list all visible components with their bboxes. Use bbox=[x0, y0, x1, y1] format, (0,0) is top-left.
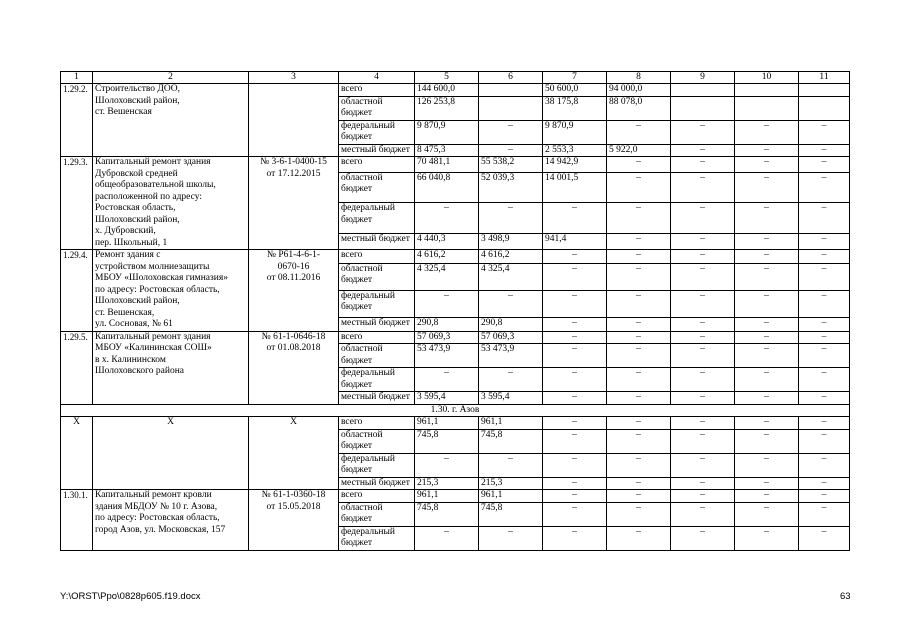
amount-cell: – bbox=[543, 263, 607, 290]
amount-cell: – bbox=[607, 120, 671, 144]
amount-cell: – bbox=[735, 234, 799, 250]
amount-cell: – bbox=[735, 157, 799, 173]
amount-cell: – bbox=[799, 263, 850, 290]
item-document: № 61-1-0646-18 от 01.08.2018 bbox=[249, 331, 339, 404]
column-header: 5 bbox=[415, 72, 479, 84]
amount-cell: – bbox=[735, 120, 799, 144]
amount-cell: – bbox=[671, 344, 735, 368]
funding-source: областной бюджет bbox=[339, 502, 415, 526]
amount-cell: 94 000,0 bbox=[607, 84, 671, 97]
amount-cell: – bbox=[799, 453, 850, 477]
funding-source: всего bbox=[339, 490, 415, 503]
item-number: Х bbox=[61, 417, 93, 490]
amount-cell bbox=[799, 84, 850, 97]
item-name: Х bbox=[93, 417, 249, 490]
amount-cell: – bbox=[799, 234, 850, 250]
table-row bbox=[61, 84, 850, 97]
amount-cell: – bbox=[735, 144, 799, 157]
amount-cell: – bbox=[671, 203, 735, 234]
funding-source: местный бюджет bbox=[339, 144, 415, 157]
amount-cell: 52 039,3 bbox=[479, 172, 543, 203]
amount-cell: – bbox=[735, 526, 799, 550]
amount-cell: – bbox=[415, 526, 479, 550]
amount-cell: – bbox=[607, 203, 671, 234]
item-document: № 3-6-1-0400-15 от 17.12.2015 bbox=[249, 157, 339, 250]
funding-source: федеральный бюджет bbox=[339, 526, 415, 550]
amount-cell: 215,3 bbox=[479, 477, 543, 490]
funding-source: областной бюджет bbox=[339, 429, 415, 453]
amount-cell: – bbox=[671, 157, 735, 173]
amount-cell: – bbox=[607, 368, 671, 392]
amount-cell: 5 922,0 bbox=[607, 144, 671, 157]
amount-cell: – bbox=[799, 490, 850, 503]
amount-cell: – bbox=[607, 392, 671, 405]
item-name: Капитальный ремонт кровли здания МБДОУ № 10 г. Азова, по адресу: Ростовская область, город Азов, ул. Московская, 157 bbox=[93, 490, 249, 551]
amount-cell: 38 175,8 bbox=[543, 96, 607, 120]
amount-cell: – bbox=[735, 502, 799, 526]
item-name: Капитальный ремонт здания МБОУ «Калининская СОШ» в х. Калининском Шолоховского района bbox=[93, 331, 249, 404]
funding-source: местный бюджет bbox=[339, 234, 415, 250]
item-name: Строительство ДОО, Шолоховский район, ст. Вешенская bbox=[93, 84, 249, 157]
amount-cell: – bbox=[543, 526, 607, 550]
funding-source: федеральный бюджет bbox=[339, 203, 415, 234]
amount-cell: – bbox=[735, 453, 799, 477]
amount-cell: – bbox=[671, 417, 735, 430]
amount-cell: – bbox=[735, 263, 799, 290]
amount-cell: – bbox=[607, 526, 671, 550]
amount-cell: – bbox=[799, 317, 850, 331]
amount-cell: – bbox=[543, 368, 607, 392]
amount-cell bbox=[479, 84, 543, 97]
amount-cell: 745,8 bbox=[479, 429, 543, 453]
amount-cell: – bbox=[799, 144, 850, 157]
amount-cell: – bbox=[671, 331, 735, 344]
amount-cell: – bbox=[799, 331, 850, 344]
document-path: Y:\ORST\Ppo\0828p605.f19.docx bbox=[60, 591, 201, 602]
amount-cell: – bbox=[671, 526, 735, 550]
amount-cell: – bbox=[543, 502, 607, 526]
amount-cell: 4 616,2 bbox=[479, 250, 543, 264]
funding-source: областной бюджет bbox=[339, 96, 415, 120]
column-header: 7 bbox=[543, 72, 607, 84]
amount-cell: – bbox=[543, 317, 607, 331]
amount-cell: – bbox=[543, 203, 607, 234]
amount-cell: – bbox=[799, 250, 850, 264]
amount-cell: – bbox=[735, 368, 799, 392]
section-row bbox=[61, 404, 850, 417]
amount-cell: 14 001,5 bbox=[543, 172, 607, 203]
amount-cell: 126 253,8 bbox=[415, 96, 479, 120]
table-row bbox=[61, 417, 850, 430]
amount-cell bbox=[799, 96, 850, 120]
funding-source: всего bbox=[339, 417, 415, 430]
amount-cell: 2 553,3 bbox=[543, 144, 607, 157]
amount-cell: – bbox=[735, 331, 799, 344]
table-header-row bbox=[61, 72, 850, 84]
amount-cell: – bbox=[607, 317, 671, 331]
item-number: 1.29.5. bbox=[61, 331, 93, 404]
amount-cell: – bbox=[671, 368, 735, 392]
amount-cell: 57 069,3 bbox=[479, 331, 543, 344]
amount-cell: 4 325,4 bbox=[415, 263, 479, 290]
amount-cell: – bbox=[799, 120, 850, 144]
amount-cell: – bbox=[799, 368, 850, 392]
funding-source: всего bbox=[339, 84, 415, 97]
amount-cell: 215,3 bbox=[415, 477, 479, 490]
amount-cell: – bbox=[543, 429, 607, 453]
amount-cell: – bbox=[671, 144, 735, 157]
amount-cell: – bbox=[799, 502, 850, 526]
amount-cell: – bbox=[799, 344, 850, 368]
amount-cell: – bbox=[799, 526, 850, 550]
amount-cell: – bbox=[799, 290, 850, 317]
column-header: 4 bbox=[339, 72, 415, 84]
amount-cell: – bbox=[543, 290, 607, 317]
item-number: 1.29.2. bbox=[61, 84, 93, 157]
table-row bbox=[61, 250, 850, 264]
amount-cell: 745,8 bbox=[479, 502, 543, 526]
funding-source: местный бюджет bbox=[339, 317, 415, 331]
amount-cell: 961,1 bbox=[479, 490, 543, 503]
funding-source: федеральный бюджет bbox=[339, 453, 415, 477]
funding-source: местный бюджет bbox=[339, 477, 415, 490]
amount-cell: – bbox=[735, 290, 799, 317]
funding-source: областной бюджет bbox=[339, 263, 415, 290]
amount-cell: – bbox=[543, 344, 607, 368]
amount-cell: – bbox=[607, 453, 671, 477]
amount-cell: 961,1 bbox=[479, 417, 543, 430]
amount-cell: – bbox=[671, 250, 735, 264]
amount-cell: – bbox=[543, 453, 607, 477]
item-document bbox=[249, 84, 339, 157]
amount-cell: – bbox=[607, 172, 671, 203]
item-name: Ремонт здания с устройством молниезащиты МБОУ «Шолоховская гимназия» по адресу: Ростовская область, Шолоховский район, ст. Вешенская, ул. Сосновая, № 61 bbox=[93, 250, 249, 332]
amount-cell: – bbox=[607, 263, 671, 290]
amount-cell: – bbox=[735, 317, 799, 331]
amount-cell: – bbox=[799, 417, 850, 430]
amount-cell: 3 595,4 bbox=[415, 392, 479, 405]
amount-cell: – bbox=[735, 392, 799, 405]
amount-cell: – bbox=[671, 234, 735, 250]
amount-cell: – bbox=[735, 429, 799, 453]
amount-cell: 88 078,0 bbox=[607, 96, 671, 120]
amount-cell: – bbox=[479, 290, 543, 317]
funding-source: всего bbox=[339, 250, 415, 264]
amount-cell: – bbox=[671, 290, 735, 317]
funding-source: всего bbox=[339, 157, 415, 173]
amount-cell: – bbox=[479, 453, 543, 477]
column-header: 8 bbox=[607, 72, 671, 84]
amount-cell: – bbox=[607, 290, 671, 317]
amount-cell: – bbox=[799, 392, 850, 405]
amount-cell: – bbox=[671, 392, 735, 405]
funding-source: федеральный бюджет bbox=[339, 120, 415, 144]
amount-cell: – bbox=[479, 120, 543, 144]
amount-cell: – bbox=[735, 344, 799, 368]
amount-cell: – bbox=[543, 331, 607, 344]
amount-cell: – bbox=[735, 250, 799, 264]
amount-cell: – bbox=[671, 453, 735, 477]
amount-cell: – bbox=[671, 490, 735, 503]
amount-cell: – bbox=[799, 157, 850, 173]
column-header: 9 bbox=[671, 72, 735, 84]
amount-cell: – bbox=[543, 392, 607, 405]
amount-cell: – bbox=[543, 477, 607, 490]
amount-cell: – bbox=[799, 429, 850, 453]
amount-cell: 57 069,3 bbox=[415, 331, 479, 344]
amount-cell: – bbox=[607, 429, 671, 453]
amount-cell: 9 870,9 bbox=[543, 120, 607, 144]
amount-cell: – bbox=[543, 490, 607, 503]
table-row bbox=[61, 157, 850, 173]
amount-cell: 290,8 bbox=[479, 317, 543, 331]
amount-cell bbox=[735, 84, 799, 97]
funding-source: федеральный бюджет bbox=[339, 290, 415, 317]
amount-cell: 941,4 bbox=[543, 234, 607, 250]
amount-cell: – bbox=[671, 502, 735, 526]
column-header: 2 bbox=[93, 72, 249, 84]
amount-cell: 3 595,4 bbox=[479, 392, 543, 405]
item-document: № Р61-4-6-1- 0670-16 от 08.11.2016 bbox=[249, 250, 339, 332]
amount-cell: – bbox=[479, 368, 543, 392]
amount-cell: – bbox=[415, 368, 479, 392]
amount-cell: 53 473,9 bbox=[479, 344, 543, 368]
amount-cell: – bbox=[671, 172, 735, 203]
amount-cell: – bbox=[607, 157, 671, 173]
budget-table bbox=[60, 71, 850, 551]
column-header: 3 bbox=[249, 72, 339, 84]
amount-cell: 961,1 bbox=[415, 417, 479, 430]
amount-cell: 53 473,9 bbox=[415, 344, 479, 368]
funding-source: областной бюджет bbox=[339, 172, 415, 203]
amount-cell bbox=[671, 96, 735, 120]
amount-cell: 55 538,2 bbox=[479, 157, 543, 173]
amount-cell: – bbox=[735, 417, 799, 430]
amount-cell: 4 440,3 bbox=[415, 234, 479, 250]
amount-cell: – bbox=[479, 203, 543, 234]
amount-cell: – bbox=[735, 490, 799, 503]
amount-cell: – bbox=[415, 203, 479, 234]
column-header: 10 bbox=[735, 72, 799, 84]
table-row bbox=[61, 331, 850, 344]
column-header: 6 bbox=[479, 72, 543, 84]
amount-cell: 66 040,8 bbox=[415, 172, 479, 203]
amount-cell: – bbox=[671, 120, 735, 144]
column-header: 11 bbox=[799, 72, 850, 84]
item-document: № 61-1-0360-18 от 15.05.2018 bbox=[249, 490, 339, 551]
amount-cell: – bbox=[799, 172, 850, 203]
amount-cell: – bbox=[735, 477, 799, 490]
amount-cell: – bbox=[479, 144, 543, 157]
amount-cell: 144 600,0 bbox=[415, 84, 479, 97]
amount-cell: 50 600,0 bbox=[543, 84, 607, 97]
item-name: Капитальный ремонт здания Дубровской средней общеобразовательной школы, расположенной по адресу: Ростовская область, Шолоховский район, х. Дубровский, пер. Школьный, 1 bbox=[93, 157, 249, 250]
amount-cell: – bbox=[479, 526, 543, 550]
page-number: 63 bbox=[840, 591, 851, 602]
amount-cell: 14 942,9 bbox=[543, 157, 607, 173]
section-title: 1.30. г. Азов bbox=[61, 404, 850, 417]
funding-source: областной бюджет bbox=[339, 344, 415, 368]
amount-cell: – bbox=[415, 453, 479, 477]
amount-cell: 4 616,2 bbox=[415, 250, 479, 264]
funding-source: местный бюджет bbox=[339, 392, 415, 405]
amount-cell: – bbox=[671, 263, 735, 290]
amount-cell: – bbox=[607, 250, 671, 264]
amount-cell: 9 870,9 bbox=[415, 120, 479, 144]
amount-cell bbox=[671, 84, 735, 97]
table-row bbox=[61, 490, 850, 503]
amount-cell: – bbox=[607, 344, 671, 368]
amount-cell: – bbox=[607, 331, 671, 344]
column-header: 1 bbox=[61, 72, 93, 84]
amount-cell: – bbox=[799, 477, 850, 490]
amount-cell: – bbox=[799, 203, 850, 234]
amount-cell: 961,1 bbox=[415, 490, 479, 503]
amount-cell: 3 498,9 bbox=[479, 234, 543, 250]
amount-cell: – bbox=[415, 290, 479, 317]
amount-cell: – bbox=[735, 172, 799, 203]
amount-cell bbox=[735, 96, 799, 120]
amount-cell bbox=[479, 96, 543, 120]
amount-cell: – bbox=[607, 490, 671, 503]
amount-cell: – bbox=[671, 477, 735, 490]
amount-cell: – bbox=[607, 417, 671, 430]
amount-cell: 745,8 bbox=[415, 429, 479, 453]
amount-cell: – bbox=[543, 417, 607, 430]
item-number: 1.30.1. bbox=[61, 490, 93, 551]
amount-cell: 745,8 bbox=[415, 502, 479, 526]
amount-cell: – bbox=[607, 234, 671, 250]
amount-cell: – bbox=[607, 477, 671, 490]
item-document: Х bbox=[249, 417, 339, 490]
item-number: 1.29.3. bbox=[61, 157, 93, 250]
amount-cell: 4 325,4 bbox=[479, 263, 543, 290]
funding-source: федеральный бюджет bbox=[339, 368, 415, 392]
funding-source: всего bbox=[339, 331, 415, 344]
amount-cell: 70 481,1 bbox=[415, 157, 479, 173]
amount-cell: – bbox=[543, 250, 607, 264]
amount-cell: 290,8 bbox=[415, 317, 479, 331]
amount-cell: 8 475,3 bbox=[415, 144, 479, 157]
amount-cell: – bbox=[607, 502, 671, 526]
item-number: 1.29.4. bbox=[61, 250, 93, 332]
amount-cell: – bbox=[671, 317, 735, 331]
amount-cell: – bbox=[671, 429, 735, 453]
amount-cell: – bbox=[735, 203, 799, 234]
